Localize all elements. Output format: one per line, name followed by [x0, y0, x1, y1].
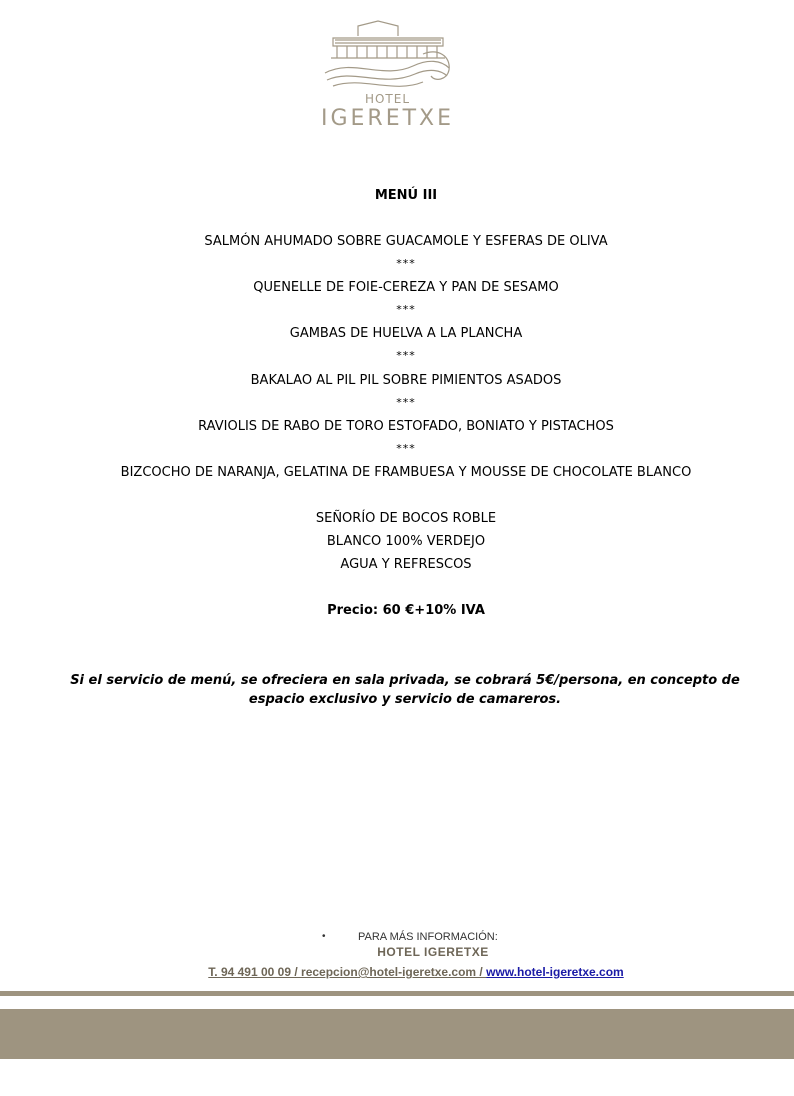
menu-course-2: QUENELLE DE FOIE-CEREZA Y PAN DE SESAMO [253, 280, 559, 295]
footer-divider [0, 991, 794, 996]
drink-water-soft: AGUA Y REFRESCOS [340, 557, 472, 572]
course-separator: *** [396, 396, 416, 409]
course-separator: *** [396, 349, 416, 362]
private-room-note: Si el servicio de menú, se ofreciera en sala privada, se cobrará 5€/persona, en concepto de espacio exclusivo y servicio de camareros. [70, 673, 740, 707]
course-separator: *** [396, 257, 416, 270]
footer-band [0, 1009, 794, 1059]
logo-hotel-label: HOTEL [364, 92, 411, 106]
footer-hotel-name: HOTEL IGERETXE [377, 945, 489, 959]
menu-course-3: GAMBAS DE HUELVA A LA PLANCHA [289, 326, 523, 341]
contact-phone-email-link[interactable]: T. 94 491 00 09 / recepcion@hotel-igeretxe.com / [208, 965, 487, 979]
hotel-building-icon [323, 18, 453, 98]
logo-hotel-name: IGERETXE [320, 106, 455, 131]
website-link[interactable]: www.hotel-igeretxe.com [486, 965, 624, 979]
menu-course-4: BAKALAO AL PIL PIL SOBRE PIMIENTOS ASADOS [250, 373, 562, 388]
course-separator: *** [396, 303, 416, 316]
drink-wine-white: BLANCO 100% VERDEJO [326, 534, 486, 549]
menu-course-1: SALMÓN AHUMADO SOBRE GUACAMOLE Y ESFERAS DE OLIVA [204, 234, 608, 249]
menu-course-5: RAVIOLIS DE RABO DE TORO ESTOFADO, BONIATO Y PISTACHOS [198, 419, 614, 434]
menu-course-6: BIZCOCHO DE NARANJA, GELATINA DE FRAMBUESA Y MOUSSE DE CHOCOLATE BLANCO [120, 465, 692, 480]
bullet-icon: • [322, 931, 326, 942]
contact-line [0, 965, 794, 979]
info-label: PARA MÁS INFORMACIÓN: [358, 931, 498, 943]
hotel-logo [305, 14, 470, 131]
menu-title: MENÚ III [374, 188, 438, 203]
menu-price: Precio: 60 €+10% IVA [327, 603, 485, 618]
drink-wine-red: SEÑORÍO DE BOCOS ROBLE [315, 511, 497, 526]
course-separator: *** [396, 442, 416, 455]
